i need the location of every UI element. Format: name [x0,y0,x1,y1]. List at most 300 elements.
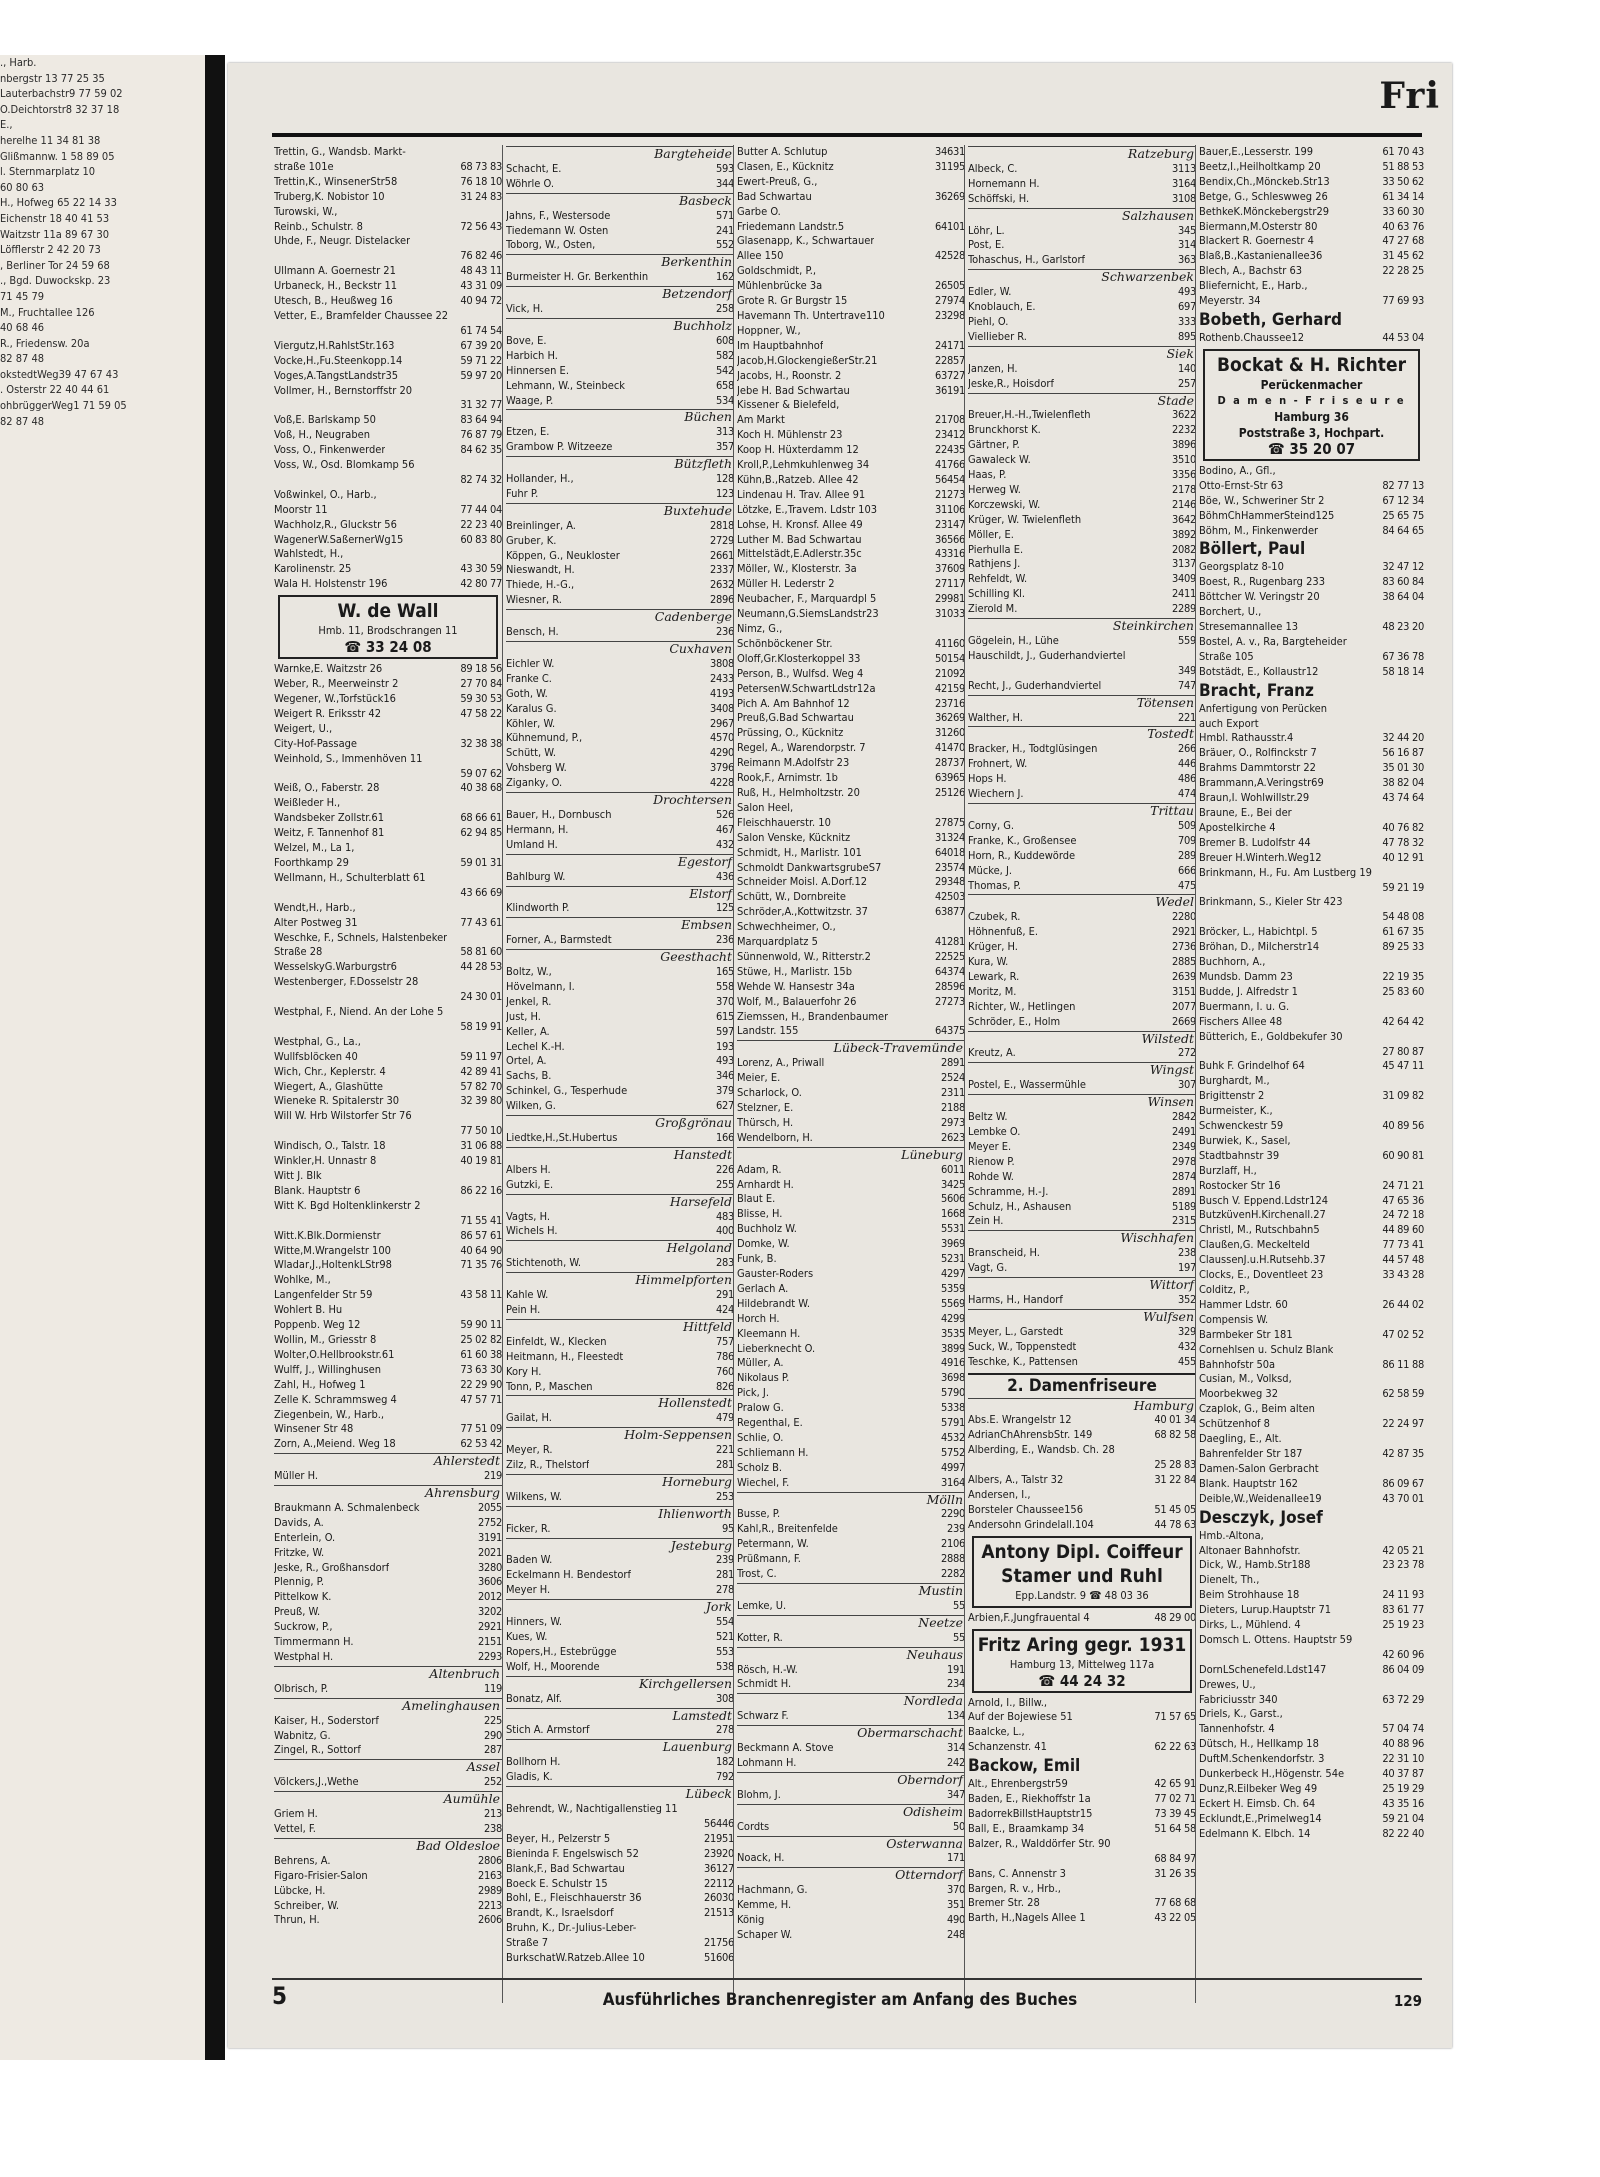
listing-name: Böllert, Paul [1199,539,1306,560]
listing-phone: 23412 [935,428,965,442]
listing-entry [506,702,734,717]
listing-entry [737,205,965,220]
listing-name: Busch V. Eppend.Ldstr124 [1199,1193,1329,1207]
town-heading: Harsefeld [506,1194,734,1210]
listing-entry [274,1065,502,1080]
listing-phone: 62 22 63 [1154,1740,1196,1754]
listing-name: Jeske,R., Hoisdorf [968,376,1054,390]
bold-listing [1199,309,1424,331]
listing-entry [1199,1045,1424,1060]
listing-phone [1420,1283,1424,1298]
listing-entry [1199,1402,1424,1417]
listing-phone: 48 29 00 [1154,1610,1196,1624]
listing-name: Lindenau H. Trav. Allee 91 [737,487,866,501]
listing-name: Wegener, W.,Torfstück16 [274,692,396,705]
listing-entry [274,1650,502,1665]
listing-name: Wohlke, M., [274,1273,331,1287]
listing-entry [1199,1015,1424,1030]
listing-entry [968,1340,1196,1355]
listing-phone: 3113 [1172,161,1196,175]
listing-name: Winsener Str 48 [274,1422,354,1436]
listing-entry [506,995,734,1010]
listing-entry [968,1261,1196,1276]
listing-entry [968,1214,1196,1229]
town-heading: Cadenberge [506,609,734,625]
listing-entry [274,1913,502,1928]
listing-entry [274,1199,502,1214]
listing-entry [737,1327,965,1342]
listing-phone: 25 02 82 [460,1332,502,1346]
listing-phone: 4532 [941,1430,965,1444]
listing-phone: 23574 [935,860,965,874]
listing-entry [968,1911,1196,1926]
listing-phone [1420,1074,1424,1089]
listing-phone: 281 [716,1568,734,1582]
listing-phone: 2989 [478,1883,502,1897]
listing-name: Böe, W., Schweriner Str 2 [1199,493,1325,507]
listing-phone: 40 88 96 [1382,1737,1424,1751]
ad-line: Bockat & H. Richter [1216,353,1407,376]
listing-entry [274,1501,502,1516]
listing-entry [506,1847,734,1862]
listing-name: Landstr. 155 [737,1024,799,1038]
listing-entry [506,1084,734,1099]
listing-entry [968,1125,1196,1140]
listing-phone: 3408 [710,701,734,715]
listing-entry [737,1883,965,1898]
listing-name: Cornehlsen u. Schulz Blank [1199,1342,1334,1356]
listing-phone: 23298 [935,308,965,322]
listing-phone: 436 [716,869,734,883]
listing-phone: 2661 [710,548,734,562]
listing-phone: 26505 [935,279,965,293]
listing-entry [1199,1223,1424,1238]
listing-name: Ball, E., Braamkamp 34 [968,1821,1085,1835]
listing-entry [506,1832,734,1847]
column-4 [964,145,1196,2003]
listing-name: Wilken, G. [506,1099,556,1113]
listing-phone: 2290 [941,1507,965,1521]
town-heading: Buchholz [506,318,734,334]
town-heading: Stade [968,393,1196,409]
listing-phone: 50154 [935,651,965,665]
listing-entry [274,398,502,413]
listing-name: Gutzki, E. [506,1177,554,1191]
listing-name: Budde, J. Alfredstr 1 [1199,984,1298,998]
listing-phone: 3164 [941,1475,965,1489]
listing-entry [968,1867,1196,1882]
page-number-left: 5 [272,1982,288,2010]
listing-name: Ziganky, O. [506,776,563,790]
listing-entry [506,302,734,317]
town-heading: Jork [506,1599,734,1615]
listing-entry [737,1101,965,1116]
facing-page-line: 60 80 63 [0,180,45,194]
listing-entry [968,664,1196,679]
listing-name: Dunkerbeck H.,Högenstr. 54e [1199,1767,1345,1781]
listing-entry [968,1710,1196,1725]
listing-entry [274,901,502,916]
listing-entry [737,1297,965,1312]
listing-entry [274,1244,502,1259]
listing-entry [737,1131,965,1146]
listing-entry [737,1056,965,1071]
listing-phone: 77 68 68 [1154,1896,1196,1910]
listing-entry [968,634,1196,649]
listing-name: Georgsplatz 8-10 [1199,560,1284,574]
listing-name: Hops H. [968,772,1007,786]
listing-entry [1199,1328,1424,1343]
listing-phone: 3642 [1172,512,1196,526]
town-heading: Kirchgellersen [506,1676,734,1692]
listing-name: Schwenckestr 59 [1199,1119,1284,1133]
listing-entry [737,577,965,592]
listing-name: Dick, W., Hamb.Str188 [1199,1558,1311,1572]
listing-phone: 22525 [935,949,965,963]
listing-name: Turowski, W., [274,204,338,218]
listing-name: Janzen, H. [968,361,1018,375]
listing-phone: 64375 [935,1024,965,1038]
listing-name: Breinlinger, A. [506,518,576,532]
listing-entry [737,920,965,935]
listing-entry [274,1714,502,1729]
listing-entry [506,687,734,702]
listing-entry [1199,717,1424,732]
listing-name: Bans, C. Annenstr 3 [968,1866,1066,1880]
listing-name: Bauer,E.,Lesserstr. 199 [1199,145,1314,158]
listing-phone: 25 83 60 [1382,984,1424,998]
listing-entry [506,980,734,995]
listing-entry [968,1046,1196,1061]
listing-name: Betge, G., Schleswweg 26 [1199,189,1328,203]
town-heading: Embsen [506,917,734,933]
listing-name: Bräuer, O., Rolfinckstr 7 [1199,746,1317,760]
listing-entry [737,1071,965,1086]
listing-entry [1199,620,1424,635]
listing-name: BethkeK.Mönckebergstr29 [1199,204,1330,218]
listing-phone: 27117 [935,577,965,591]
listing-phone: 36269 [935,189,965,203]
listing-entry [737,1461,965,1476]
listing-name: Fuhr P. [506,486,539,500]
listing-entry [506,1692,734,1707]
listing-name: Wiechern J. [968,787,1024,801]
listing-entry [274,692,502,707]
listing-phone: 140 [1178,361,1196,375]
listing-entry [737,1163,965,1178]
listing-name: Wöhrle O. [506,176,555,190]
listing-entry [1199,746,1424,761]
listing-entry [274,1214,502,1229]
listing-phone: 3896 [1172,438,1196,452]
listing-phone: 22 19 35 [1382,969,1424,983]
listing-phone [1420,702,1424,717]
listing-name: Kemme, H. [737,1898,792,1912]
listing-phone: 3409 [1172,572,1196,586]
listing-phone: 221 [1178,710,1196,724]
listing-phone: 2213 [478,1898,502,1912]
listing-phone: 27 70 84 [460,677,502,691]
listing-phone: 27273 [935,994,965,1008]
listing-phone [1420,1030,1424,1045]
town-heading: Lübeck-Travemünde [737,1040,965,1056]
listing-phone: 33 43 28 [1382,1268,1424,1282]
listing-name: Schröder,A.,Kottwitzstr. 37 [737,905,868,919]
listing-phone: 5531 [941,1222,965,1236]
listing-phone: 37609 [935,562,965,576]
listing-name: Noack, H. [737,1851,785,1865]
listing-name: Rook,F., Arnimstr. 1b [737,771,838,785]
listing-name: Burmeister, K., [1199,1104,1273,1118]
listing-phone: 747 [1178,678,1196,692]
town-heading: Winsen [968,1094,1196,1110]
listing-phone: 64101 [935,219,965,233]
listing-phone: 493 [1178,285,1196,299]
listing-name: Thomas, P. [968,878,1021,892]
ad-line: Perückenmacher [1260,377,1363,392]
listing-name: Moorbekweg 32 [1199,1387,1279,1401]
listing-name: straße 101e [274,159,334,173]
listing-name: König [737,1913,765,1927]
listing-entry [737,1356,965,1371]
town-heading: Wedel [968,894,1196,910]
listing-entry [506,808,734,823]
listing-name: Lewark, R. [968,969,1020,983]
listing-name: Suckrow, P., [274,1620,333,1634]
listing-entry [968,940,1196,955]
listing-phone: 73 39 45 [1154,1807,1196,1820]
listing-phone: 59 90 11 [460,1318,502,1332]
listing-name: Schöffski, H. [968,191,1030,205]
listing-entry [968,483,1196,498]
listing-name: Müller H. [274,1469,319,1483]
listing-entry [737,1178,965,1193]
facing-page-line: 82 87 48 [0,352,45,366]
listing-phone: 27974 [935,294,965,308]
listing-entry [506,1335,734,1350]
listing-entry [968,1792,1196,1807]
listing-name: Rathjens J. [968,557,1021,571]
listing-name: Breuer,H.-H.,Twielenfleth [968,408,1091,422]
listing-entry [968,587,1196,602]
listing-name: Schacht, E. [506,161,562,175]
listing-entry [274,990,502,1005]
listing-entry [506,1069,734,1084]
listing-entry [968,192,1196,207]
listing-name: Westphal, F., Niend. An der Lohe 5 [274,1005,444,1019]
listing-name: Weiß, O., Faberstr. 28 [274,781,380,795]
listing-phone: 24 71 21 [1382,1178,1424,1192]
listing-entry [506,519,734,534]
listing-phone: 2280 [1172,910,1196,924]
listing-phone: 4299 [941,1311,965,1325]
listing-phone: 3137 [1172,557,1196,571]
listing-name: Lorenz, A., Priwall [737,1056,825,1070]
listing-phone: 41470 [935,741,965,755]
listing-entry [274,413,502,428]
listing-phone: 22 29 90 [460,1377,502,1391]
town-heading: Lüneburg [737,1147,965,1163]
listing-entry [968,1078,1196,1093]
listing-entry [274,1531,502,1546]
listing-name: Bracker, H., Todtglüsingen [968,742,1098,756]
town-heading: Ahlerstedt [274,1453,502,1469]
listing-entry [737,1677,965,1692]
listing-name: Neubacher, F., Marquardpl 5 [737,592,877,606]
listing-entry [506,838,734,853]
listing-phone: 59 30 53 [460,692,502,705]
listing-phone: 68 73 83 [460,159,502,173]
listing-name: Bremer Str. 28 [968,1896,1040,1910]
listing-entry [274,856,502,871]
listing-entry [506,1936,734,1951]
listing-entry [274,1899,502,1914]
listing-entry [737,160,965,175]
listing-name: Waage, P. [506,393,554,407]
listing-entry [1199,1372,1424,1387]
listing-phone: 2491 [1172,1125,1196,1138]
listing-phone: 509 [1178,818,1196,832]
listing-name: Bohl, E., Fleischhauerstr 36 [506,1891,642,1905]
listing-name: Schreiber, W. [274,1898,340,1912]
listing-name: Kahle W. [506,1288,549,1302]
listing-phone: 4570 [710,731,734,745]
listing-name: DornLSchenefeld.Ldst147 [1199,1662,1327,1676]
listing-name: Lieberknecht O. [737,1341,816,1355]
town-heading: Otterndorf [737,1867,965,1883]
listing-name: Schütt, W., Dornbreite [737,890,847,904]
listing-name: Brandt, K., Israelsdorf [506,1906,614,1920]
listing-entry [968,1852,1196,1867]
listing-name: Westphal, G., La., [274,1034,361,1048]
listing-phone: 40 19 81 [460,1154,502,1168]
listing-name: Stich A. Armstorf [506,1723,590,1737]
listing-phone: 3510 [1172,453,1196,467]
listing-entry [1199,851,1424,866]
listing-name: Baalcke, L., [968,1725,1025,1739]
listing-phone: 54 48 08 [1382,910,1424,924]
town-heading: Himmelpforten [506,1272,734,1288]
listing-entry [1199,1812,1424,1827]
listing-entry [274,533,502,548]
listing-entry [1199,635,1424,650]
listing-phone: 786 [716,1349,734,1363]
listing-entry [1199,605,1424,620]
listing-entry [1199,1782,1424,1797]
listing-phone: 2921 [1172,925,1196,939]
advertisement-box [1203,349,1420,461]
listing-name: Bracht, Franz [1199,680,1314,701]
listing-phone [1420,1432,1424,1447]
listing-name: Möller, E. [968,527,1014,541]
listing-phone: 62 58 59 [1382,1387,1424,1401]
listing-name: AdrianChAhrensbStr. 149 [968,1428,1093,1442]
listing-phone [1420,1573,1424,1588]
listing-name: Witt K. Bgd Holtenklinkerstr 2 [274,1198,421,1212]
listing-name: Wich, Chr., Keplerstr. 4 [274,1064,386,1078]
listing-name: Suck, W., Toppenstedt [968,1339,1077,1353]
listing-phone [1420,1134,1424,1149]
listing-name: Schützenhof 8 [1199,1417,1270,1431]
listing-entry [737,1371,965,1386]
listing-entry [1199,1558,1424,1573]
ad-line: Stamer und Ruhl [1001,1564,1163,1587]
listing-name: Moorstr 11 [274,502,328,516]
listing-phone: 42 87 35 [1382,1446,1424,1460]
listing-entry [737,1237,965,1252]
listing-name: Westenberger, F.Dosselstr 28 [274,975,419,989]
listing-phone: 21951 [704,1831,734,1845]
section-heading: 2. Damenfriseure [968,1373,1196,1397]
listing-name: Kura, W. [968,955,1009,969]
listing-name: Lemke, U. [737,1598,787,1612]
listing-entry [274,1139,502,1154]
listing-phone: 5790 [941,1386,965,1400]
listing-entry [968,1355,1196,1370]
book-spine [205,55,225,2060]
listing-entry [506,965,734,980]
listing-entry [506,1099,734,1114]
listing-phone: 3969 [941,1237,965,1251]
listing-name: Vettel, F. [274,1821,316,1835]
listing-name: Thürsch, H. [737,1115,794,1129]
listing-entry [506,1010,734,1025]
listing-name: Wandsbeker Zollstr.61 [274,811,385,825]
listing-name: Meyer H. [506,1583,551,1597]
listing-phone: 83 60 84 [1382,575,1424,589]
listing-phone: 36127 [704,1861,734,1875]
listing-name: Wachholz,R., Gluckstr 56 [274,517,397,531]
listing-phone: 3535 [941,1326,965,1340]
listing-phone: 32 44 20 [1382,731,1424,745]
listing-name: Andersen, I., [968,1487,1031,1501]
listing-name: Burwiek, K., Sasel, [1199,1133,1291,1147]
listing-name: Claußen,G. Meckelteld [1199,1238,1310,1252]
facing-page-line: H., Hofweg 65 22 14 33 [0,196,117,210]
listing-phone: 24 30 01 [460,990,502,1004]
listing-entry [968,1740,1196,1755]
listing-phone: 60 83 80 [460,532,502,546]
listing-phone: 3796 [710,761,734,775]
listing-name: Frohnert, W. [968,757,1028,771]
listing-name: Burghardt, M., [1199,1074,1270,1088]
listing-phone: 55 [953,1598,965,1612]
listing-phone: 895 [1178,329,1196,343]
listing-entry [737,1663,965,1678]
listing-name: Salon Heel, [737,800,794,814]
listing-name: Jahns, F., Westersode [506,208,611,222]
listing-phone: 25 28 83 [1154,1458,1196,1472]
listing-name: Bensch, H. [506,625,559,639]
listing-entry [968,985,1196,1000]
listing-entry [506,472,734,487]
listing-phone: 2411 [1172,587,1196,601]
listing-entry [274,309,502,324]
listing-phone: 24 11 93 [1382,1588,1424,1602]
listing-name: Pierhulla E. [968,542,1024,556]
town-heading: Lauenburg [506,1739,734,1755]
listing-entry [737,846,965,861]
listing-name: Höhnenfuß, E. [968,925,1039,939]
listing-entry [506,1802,734,1817]
listing-entry [737,190,965,205]
listing-entry [274,975,502,990]
listing-phone: 31 22 84 [1154,1473,1196,1487]
listing-name: Pick, J. [737,1386,769,1400]
listing-entry [737,1010,965,1025]
listing-phone: 314 [1178,238,1196,252]
listing-phone: 62 53 42 [460,1437,502,1451]
